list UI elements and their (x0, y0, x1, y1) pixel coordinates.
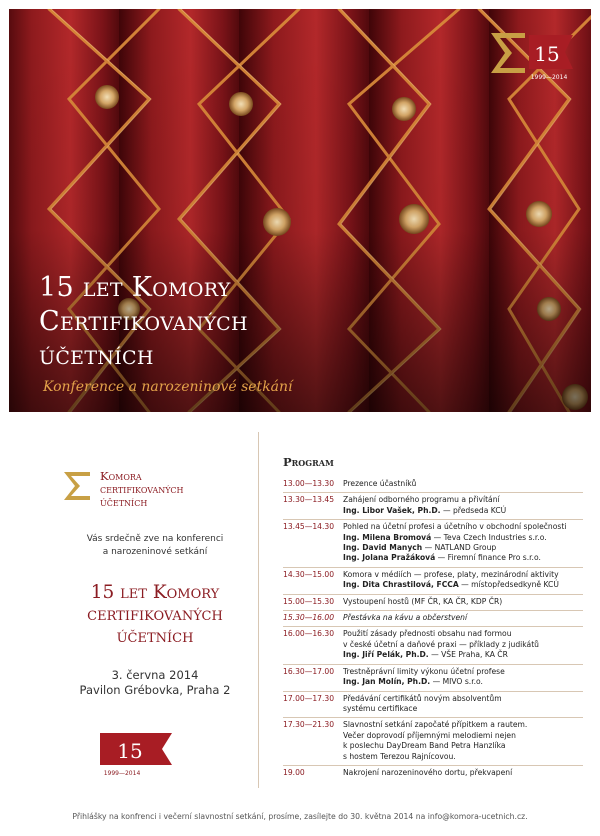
program-item (283, 664, 583, 691)
program-description (343, 694, 583, 715)
program-item (283, 626, 583, 663)
speaker-role: — místopředsedkyně KCÚ (458, 580, 559, 590)
hero-title (39, 271, 248, 373)
program-speaker (343, 553, 583, 563)
sigma-logo-icon (491, 33, 525, 73)
program-description (343, 495, 583, 516)
program-line: Večer doprovodí příjemnými melodiemi nejen (343, 730, 516, 740)
program-line: systému certifikace (343, 703, 418, 713)
anniversary-badge-bottom (100, 731, 172, 777)
program-description (343, 597, 583, 607)
program-time: 17.00—17.30 (283, 693, 335, 703)
program-time: 19.00 (283, 767, 305, 777)
speaker-role: — Firemní finance Pro s.r.o. (435, 553, 541, 563)
logo-line: účetních (100, 495, 148, 509)
invite-line: a narozeninové setkání (102, 547, 208, 557)
program-line: Předávání certifikátů novým absolventům (343, 693, 502, 703)
program-description (343, 768, 583, 778)
speaker-role: — VŠE Praha, KA ČR (428, 650, 508, 660)
footer-note: Přihlášky na konfrenci i večerní slavnostní setkání, prosíme, zasílejte do 30. května 2014 na info@komora-ucetnich.cz. (72, 812, 528, 821)
program-time: 13.30—13.45 (283, 495, 335, 505)
conference-venue: Pavilon Grébovka, Praha 2 (79, 683, 231, 697)
speaker-name: Ing. Jiří Pelák, Ph.D. (343, 650, 429, 660)
hero-subtitle: Konference a narozeninové setkání (43, 379, 293, 395)
program-description (343, 522, 583, 564)
logo-wordmark (100, 470, 183, 509)
program-line: Slavnostní setkání započaté přípitkem a rautem. (343, 720, 528, 730)
speaker-name: Ing. Libor Vašek, Ph.D. (343, 505, 441, 515)
hero-banner (9, 9, 591, 412)
conference-date: 3. června 2014 (111, 668, 199, 682)
program-line: Trestněprávní limity výkonu účetní profese (343, 666, 505, 676)
program-speaker (343, 677, 583, 687)
program-speaker (343, 650, 583, 660)
conference-title (20, 582, 290, 648)
program-line: Nakrojení narozeninového dortu, překvapení (343, 767, 513, 777)
speaker-role: — MIVO s.r.o. (430, 677, 483, 687)
speaker-role: — předseda KCÚ (440, 505, 507, 515)
program-item (283, 477, 583, 492)
program-time: 13.45—14.30 (283, 522, 335, 532)
hero-title-line: Certifikovaných (39, 306, 248, 337)
program-line: Prezence účastníků (343, 479, 417, 488)
badge-years: 1999—2014 (530, 74, 568, 81)
program-line: v české účetní a daňové praxi — příklady z judikátů (343, 639, 539, 649)
program-line: Použití zásady přednosti obsahu nad formou (343, 629, 512, 639)
kcu-logo (64, 470, 183, 509)
logo-line: Komora (100, 469, 142, 483)
program-line: Přestávka na kávu a občerstvení (343, 613, 468, 623)
hero-title-line: 15 let Komory (39, 272, 231, 303)
program-speaker (343, 533, 583, 543)
program-speaker (343, 506, 583, 516)
badge-years: 1999—2014 (103, 770, 141, 777)
conference-title-line: účetních (116, 626, 194, 647)
speaker-name: Ing. Dita Chrastilová, FCCA (343, 580, 459, 590)
program-description (343, 479, 583, 489)
badge-number: 15 (534, 42, 560, 66)
program-line: Zahájení odborného programu a přivítání (343, 495, 500, 505)
column-divider (258, 432, 259, 788)
program-item (283, 765, 583, 781)
program-line: k poslechu DayDream Band Petra Hanzlíka (343, 741, 506, 751)
program-item (283, 594, 583, 610)
anniversary-badge (491, 29, 573, 81)
program-time: 14.30—15.00 (283, 569, 335, 579)
program-item (283, 519, 583, 567)
speaker-role: — NATLAND Group (422, 543, 497, 553)
program-heading: Program (283, 455, 334, 469)
program-description (343, 720, 583, 762)
invitation-text (30, 533, 280, 559)
program-description (343, 629, 583, 660)
program-item (283, 567, 583, 594)
speaker-name: Ing. David Manych (343, 543, 423, 553)
badge-number: 15 (117, 739, 143, 763)
program-description (343, 667, 583, 688)
speaker-role: — Teva Czech Industries s.r.o. (431, 532, 547, 542)
speaker-name: Ing. Jan Molín, Ph.D. (343, 677, 431, 687)
program-item (283, 691, 583, 718)
sigma-logo-icon (64, 472, 90, 500)
program-line: Pohled na účetní profesi a účetního v obchodní společnosti (343, 522, 567, 532)
program-description (343, 613, 583, 623)
program-list (283, 477, 583, 781)
conference-date-venue (20, 668, 290, 698)
speaker-name: Ing. Milena Bromová (343, 532, 432, 542)
conference-title-line: certifikovaných (87, 604, 223, 625)
invite-line: Vás srdečně zve na konferenci (86, 534, 224, 544)
program-time: 13.00—13.30 (283, 479, 335, 488)
speaker-name: Ing. Jolana Pražáková (343, 553, 436, 563)
program-time: 16.30—17.00 (283, 666, 335, 676)
program-time: 15.30—16.00 (283, 613, 335, 623)
program-time: 16.00—16.30 (283, 629, 335, 639)
program-item (283, 717, 583, 765)
program-item (283, 610, 583, 626)
program-description (343, 570, 583, 591)
logo-line: certifikovaných (100, 482, 184, 496)
program-line: Komora v médiích — profese, platy, mezinárodní aktivity (343, 569, 559, 579)
program-line: Vystoupení hostů (MF ČR, KA ČR, KDP ČR) (343, 596, 503, 606)
program-speaker (343, 543, 583, 553)
program-line: s hostem Terezou Rajnícovou. (343, 751, 456, 761)
program-time: 15.00—15.30 (283, 596, 335, 606)
program-speaker (343, 580, 583, 590)
program-item (283, 492, 583, 519)
program-time: 17.30—21.30 (283, 720, 335, 730)
hero-title-line: účetních (39, 340, 154, 371)
conference-title-line: 15 let Komory (90, 582, 220, 603)
